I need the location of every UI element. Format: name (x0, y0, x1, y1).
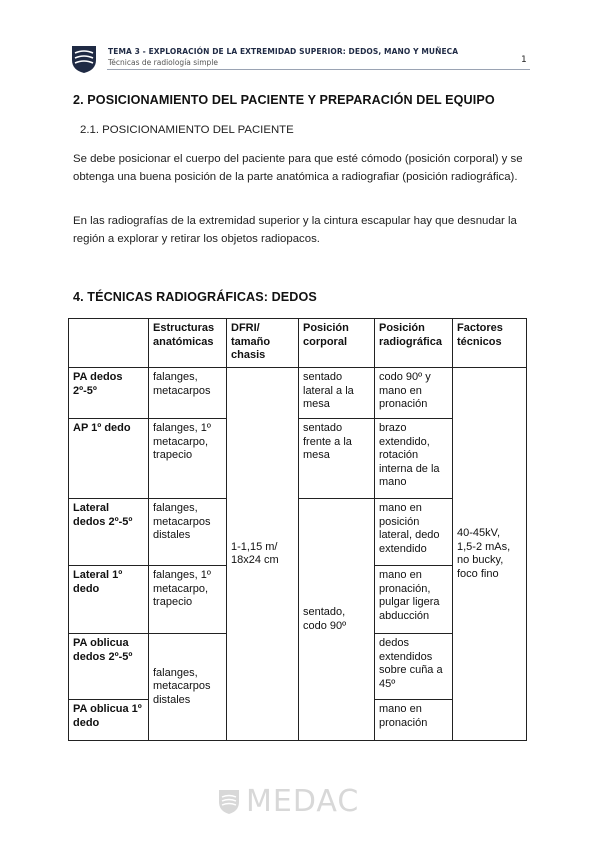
structures-cell: falanges, 1º metacarpo, trapecio (149, 566, 227, 634)
section2-heading: 2. POSICIONAMIENTO DEL PACIENTE Y PREPARACIÓN DEL EQUIPO (73, 93, 495, 107)
structures-cell: falanges, metacarpos distales (149, 634, 227, 741)
radiographic-cell: codo 90º y mano en pronación (375, 368, 453, 419)
table-header-cell: Factores técnicos (453, 319, 527, 368)
corporal-cell: sentado, codo 90º (299, 499, 375, 741)
radiographic-cell: mano en posición lateral, dedo extendido (375, 499, 453, 566)
structures-cell: falanges, metacarpos distales (149, 499, 227, 566)
section2-subheading: 2.1. POSICIONAMIENTO DEL PACIENTE (80, 124, 294, 136)
radiographic-cell: dedos extendidos sobre cuña a 45º (375, 634, 453, 700)
corporal-cell: sentado frente a la mesa (299, 419, 375, 499)
row-label: AP 1º dedo (69, 419, 149, 499)
radiographic-cell: brazo extendido, rotación interna de la mano (375, 419, 453, 499)
table-header-cell: Posición corporal (299, 319, 375, 368)
radiographic-cell: mano en pronación (375, 700, 453, 741)
row-label: Lateral dedos 2º-5º (69, 499, 149, 566)
shield-logo-icon (70, 44, 98, 74)
paragraph-positioning: Se debe posicionar el cuerpo del paciente para que esté cómodo (posición corporal) y se obtenga una buena posición de la parte anatómica a radiografiar (posición radiográfica). (73, 153, 523, 183)
table-header-row (69, 319, 527, 368)
table-header-cell: Estructuras anatómicas (149, 319, 227, 368)
row-label: PA dedos 2º-5º (69, 368, 149, 419)
row-label: PA oblicua 1º dedo (69, 700, 149, 741)
structures-cell: falanges, metacarpos (149, 368, 227, 419)
paragraph-undress: En las radiografías de la extremidad superior y la cintura escapular hay que desnudar la región a explorar y retirar los objetos radiopacos. (73, 215, 517, 245)
brand-name: MEDAC (246, 784, 360, 819)
medac-shield-icon (218, 789, 240, 815)
footer-brand (218, 784, 359, 819)
table-row (69, 368, 527, 419)
dfri-cell: 1-1,15 m/ 18x24 cm (227, 368, 299, 741)
corporal-cell: sentado lateral a la mesa (299, 368, 375, 419)
header-subtitle: Técnicas de radiología simple (108, 58, 219, 67)
table-header-cell: DFRI/ tamaño chasis (227, 319, 299, 368)
techniques-table (68, 318, 527, 741)
radiographic-cell: mano en pronación, pulgar ligera abducción (375, 566, 453, 634)
structures-cell: falanges, 1º metacarpo, trapecio (149, 419, 227, 499)
header-title: TEMA 3 - EXPLORACIÓN DE LA EXTREMIDAD SUPERIOR: DEDOS, MANO Y MUÑECA (108, 47, 459, 56)
table-header-cell: Posición radiográfica (375, 319, 453, 368)
row-label: Lateral 1º dedo (69, 566, 149, 634)
factors-cell: 40-45kV, 1,5-2 mAs, no bucky, foco fino (453, 368, 527, 741)
page-number: 1 (521, 55, 527, 65)
row-label: PA oblicua dedos 2º-5º (69, 634, 149, 700)
section4-heading: 4. TÉCNICAS RADIOGRÁFICAS: DEDOS (73, 290, 317, 304)
table-header-cell (69, 319, 149, 368)
header-divider (107, 69, 530, 70)
